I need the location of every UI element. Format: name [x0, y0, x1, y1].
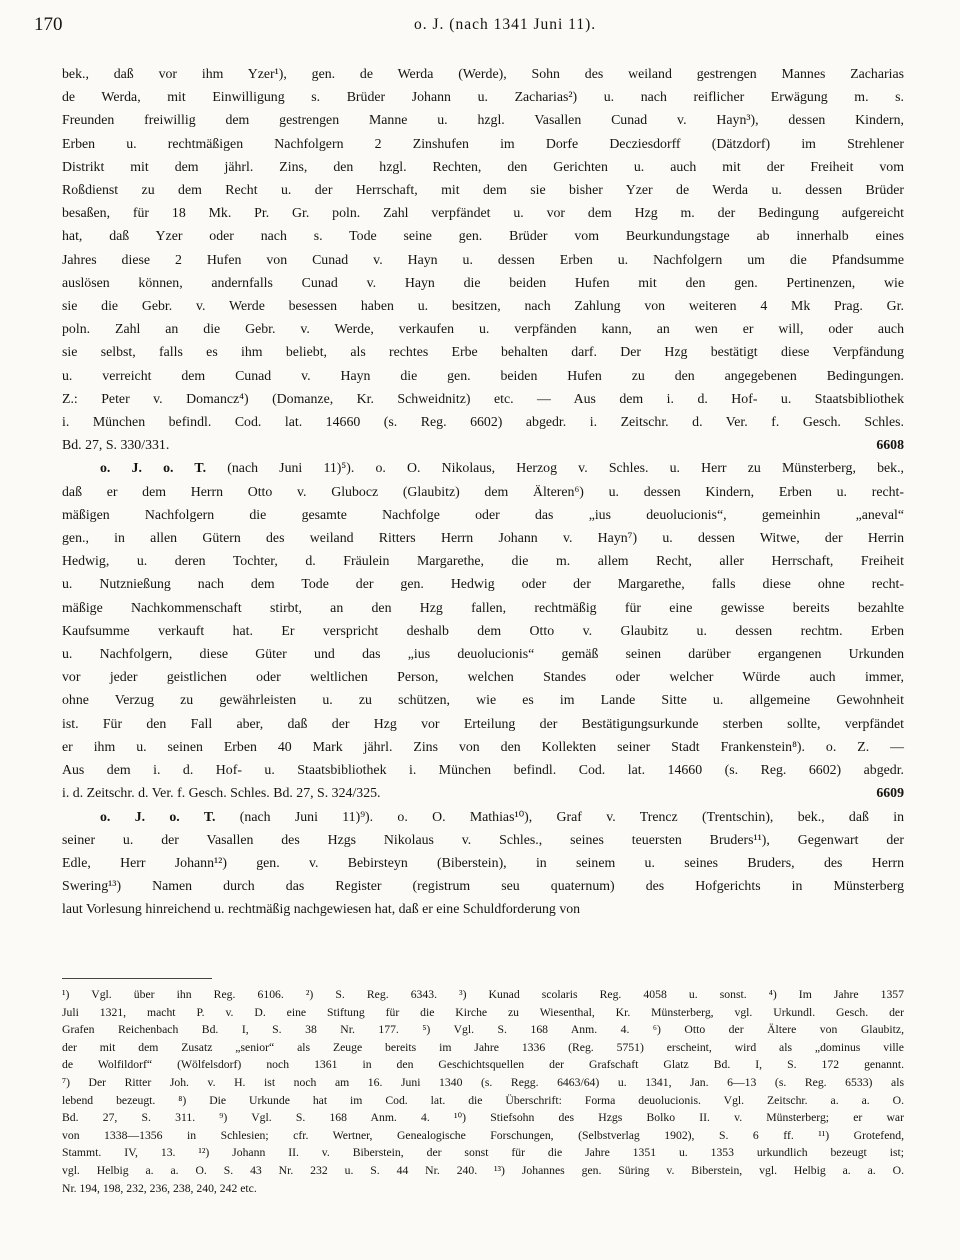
- line-text: Swering¹³) Namen durch das Register (registrum seu quaternum) des Hofgerichts in Münsterberg: [62, 878, 904, 894]
- line-text: u. verreicht dem Cunad v. Hayn die gen. beiden Hufen zu den angegebenen Bedingungen.: [62, 367, 904, 383]
- line-text: u. Nutznießung nach dem Tode der gen. Hedwig oder der Margarethe, falls diese ohne recht-: [62, 576, 904, 592]
- text-line: [62, 85, 904, 108]
- text-line: [62, 248, 904, 271]
- text-line: [62, 433, 904, 456]
- line-text: de Werda, mit Einwilligung s. Brüder Johann u. Zacharias²) u. nach reiflicher Erwägung m. s.: [62, 89, 904, 105]
- text-line: [62, 317, 904, 340]
- line-text: hat, daß Yzer oder nach s. Tode seine gen. Brüder vom Beurkundungstage ab innerhalb eines: [62, 228, 904, 244]
- footnote-line: Stammt. IV, 13. ¹²) Johann II. v. Biberstein, der sonst für die Jahre 1351 u. 1353 urkundlich bezeugt ist;: [62, 1146, 904, 1160]
- line-text: Erben u. rechtmäßigen Nachfolgern 2 Zinshufen im Dorfe Decziesdorff (Dätzdorf) im Strehlener: [62, 135, 904, 151]
- text-line: [62, 62, 904, 85]
- running-head: o. J. (nach 1341 Juni 11).: [414, 16, 597, 33]
- text-line: [62, 132, 904, 155]
- line-text: seiner u. der Vasallen des Hzgs Nikolaus v. Schles., seines teuersten Bruders¹¹), Gegenwart der: [62, 831, 904, 847]
- line-text: sie die Gebr. v. Werde besessen haben u. besitzen, nach Zahlung von weiteren 4 Mk Prag. Gr.: [62, 298, 904, 314]
- text-line: [62, 178, 904, 201]
- line-text: Hedwig, u. deren Tochter, d. Fräulein Margarethe, die m. allem Recht, aller Herrschaft, Freiheit: [62, 553, 904, 569]
- text-line: [62, 619, 904, 642]
- line-text: Jahres diese 2 Hufen von Cunad v. Hayn u. dessen Erben u. Nachfolgern um die Pfandsumme: [62, 251, 904, 267]
- text-line: [62, 712, 904, 735]
- line-text: (nach Juni 11)⁹). o. O. Mathias¹⁰), Graf v. Trencz (Trentschin), bek., daß in: [215, 808, 904, 824]
- line-text: Bd. 27, S. 330/331.: [62, 437, 170, 453]
- text-line: [62, 155, 904, 178]
- entry-date-label: o. J. o. T.: [100, 460, 207, 476]
- text-line: [62, 224, 904, 247]
- text-line: [62, 596, 904, 619]
- text-line: [62, 410, 904, 433]
- text-line: [62, 549, 904, 572]
- text-line: [62, 828, 904, 851]
- footnote-divider: [62, 978, 212, 979]
- text-line: [62, 271, 904, 294]
- line-text: Roßdienst zu dem Recht u. der Herrschaft, mit dem sie bisher Yzer de Werda u. dessen Brüder: [62, 182, 904, 198]
- page-header: [34, 14, 904, 40]
- line-text: mäßige Nachkommenschaft stirbt, an den Hzg fallen, rechtmäßig für eine gewisse bereits bezahlte: [62, 599, 904, 615]
- text-line: [62, 364, 904, 387]
- regest-number: 6609: [876, 785, 904, 801]
- text-line: [62, 688, 904, 711]
- text-line: [62, 480, 904, 503]
- line-text: u. Nachfolgern, diese Güter und das „ius deuolucionis“ gemäß seinen darüber ergangenen Urkunden: [62, 646, 904, 662]
- footnote-line: Juli 1321, macht P. v. D. eine Stiftung für die Kirche zu Wiesenthal, Kr. Münsterberg, vgl. Urkundl. Gesch. der: [62, 1005, 904, 1019]
- text-line: [62, 851, 904, 874]
- text-line: [62, 387, 904, 410]
- line-text: Edle, Herr Johann¹²) gen. v. Bebirsteyn (Biberstein), in seinem u. seines Bruders, des Herrn: [62, 854, 904, 870]
- line-text: i. d. Zeitschr. d. Ver. f. Gesch. Schles. Bd. 27, S. 324/325.: [62, 785, 381, 801]
- line-text: (nach Juni 11)⁵). o. O. Nikolaus, Herzog v. Schles. u. Herr zu Münsterberg, bek.,: [206, 460, 904, 476]
- line-text: vor jeder geistlichen oder weltlichen Person, welchen Standes oder welcher Würde auch immer,: [62, 669, 904, 685]
- text-line: [62, 735, 904, 758]
- line-text: besaßen, für 18 Mk. Pr. Gr. poln. Zahl verpfändet u. vor dem Hzg m. der Bedingung aufgereicht: [62, 205, 904, 221]
- text-line: [62, 340, 904, 363]
- footnote-line: der mit dem Zusatz „senior“ als Zeuge bereits im Jahre 1336 (Reg. 5751) erscheint, wird als „dominus ville: [62, 1040, 904, 1054]
- text-line: [62, 665, 904, 688]
- line-text: er ihm u. seinen Erben 40 Mark jährl. Zins von den Kollekten seiner Stadt Frankenstein⁸). o. Z. —: [62, 738, 904, 754]
- footnote-line: von 1338—1356 in Schlesien; cfr. Wertner, Genealogische Forschungen, (Selbstverlag 1902), S. 6 ff. ¹¹) Grotefend,: [62, 1128, 904, 1142]
- footnote-line: ⁷) Der Ritter Joh. v. H. ist noch am 16. Juni 1340 (s. Regg. 6463/64) u. 1341, Jan. 6—13 (s. Reg. 6533) als: [62, 1075, 904, 1089]
- footnote-line: de Wolfildorf“ (Wölfelsdorf) noch 1361 in den Geschichtsquellen der Grafschaft Glatz Bd. I, S. 172 genannt.: [62, 1058, 904, 1072]
- line-text: Distrikt mit dem jährl. Zins, den hzgl. Rechten, den Gerichten u. auch mit der Freiheit vom: [62, 158, 904, 174]
- text-line: [62, 526, 904, 549]
- line-text: laut Vorlesung hinreichend u. rechtmäßig nachgewiesen hat, daß er eine Schuldforderung von: [62, 901, 581, 917]
- footnote-line: Bd. 27, S. 311. ⁹) Vgl. S. 168 Anm. 4. ¹⁰) Stiefsohn des Hzgs Bolko II. v. Münsterberg; er war: [62, 1111, 904, 1125]
- line-text: Aus dem i. d. Hof- u. Staatsbibliothek i. München befindl. Cod. lat. 14660 (s. Reg. 6602) abgedr.: [62, 762, 904, 778]
- text-line: [62, 805, 904, 828]
- line-text: mäßigen Nachfolgern die gesamte Nachfolge oder das „ius deuolucionis“, gemeinhin „aneval“: [62, 506, 904, 522]
- text-line: [62, 874, 904, 897]
- regest-number: 6608: [876, 437, 904, 453]
- footnote-line: vgl. Helbig a. a. O. S. 43 Nr. 232 u. S. 44 Nr. 240. ¹³) Johannes gen. Süring v. Biberstein, vgl. Helbig a. a. O.: [62, 1163, 904, 1177]
- line-text: ist. Für den Fall aber, daß der Hzg vor Erteilung der Bestätigungsurkunde sterben sollte, verpfändet: [62, 715, 904, 731]
- footnote-line: Grafen Reichenbach Bd. I, S. 38 Nr. 177. ⁵) Vgl. S. 168 Anm. 4. ⁶) Otto der Ältere von Glaubitz,: [62, 1023, 904, 1037]
- line-text: auslösen können, andernfalls Cunad v. Hayn die beiden Hufen mit den gen. Pertinenzen, wie: [62, 274, 904, 290]
- main-text: [62, 62, 904, 921]
- page-number: 170: [34, 14, 63, 35]
- line-text: sie selbst, falls es ihm beliebt, als rechtes Erbe behalten darf. Der Hzg bestätigt diese Verpfändung: [62, 344, 904, 360]
- footnotes: [62, 986, 904, 1197]
- line-text: bek., daß vor ihm Yzer¹), gen. de Werda (Werde), Sohn des weiland gestrengen Mannes Zacharias: [62, 66, 904, 81]
- text-line: [62, 294, 904, 317]
- line-text: ohne Verzug zu gewährleisten u. zu schützen, wie es im Lande Sitte u. allgemeine Gewohnheit: [62, 692, 904, 708]
- entry-date-label: o. J. o. T.: [100, 808, 216, 824]
- text-line: [62, 897, 904, 920]
- text-line: [62, 108, 904, 131]
- footnote-line: Nr. 194, 198, 232, 236, 238, 240, 242 etc.: [62, 1181, 257, 1195]
- line-text: Freunden freiwillig dem gestrengen Manne u. hzgl. Vasallen Cunad v. Hayn³), dessen Kindern,: [62, 112, 904, 128]
- text-line: [62, 503, 904, 526]
- text-line: [62, 572, 904, 595]
- text-line: [62, 201, 904, 224]
- line-text: i. München befindl. Cod. lat. 14660 (s. Reg. 6602) abgedr. i. Zeitschr. d. Ver. f. Gesch. Schles.: [62, 414, 904, 430]
- line-text: poln. Zahl an die Gebr. v. Werde, verkaufen u. verpfänden kann, an wen er will, oder auch: [62, 321, 904, 337]
- footnote-line: lebend bezeugt. ⁸) Die Urkunde hat im Cod. lat. die Überschrift: Forma deuolucionis. Vgl. Zeitschr. a. a. O.: [62, 1093, 904, 1107]
- text-line: [62, 456, 904, 479]
- line-text: daß er dem Herrn Otto v. Glubocz (Glaubitz) dem Älteren⁶) u. dessen Kindern, Erben u. recht-: [62, 483, 904, 499]
- text-line: [62, 781, 904, 804]
- footnote-line: ¹) Vgl. über ihn Reg. 6106. ²) S. Reg. 6343. ³) Kunad scolaris Reg. 4058 u. sonst. ⁴) Im Jahre 1357: [62, 988, 904, 1001]
- line-text: Z.: Peter v. Domancz⁴) (Domanze, Kr. Schweidnitz) etc. — Aus dem i. d. Hof- u. Staatsbibliothek: [62, 390, 904, 406]
- line-text: Kaufsumme verkauft hat. Er verspricht deshalb dem Otto v. Glaubitz u. dessen rechtm. Erben: [62, 622, 904, 638]
- line-text: gen., in allen Gütern des weiland Ritters Herrn Johann v. Hayn⁷) u. dessen Witwe, der Herrin: [62, 530, 904, 546]
- text-line: [62, 642, 904, 665]
- text-line: [62, 758, 904, 781]
